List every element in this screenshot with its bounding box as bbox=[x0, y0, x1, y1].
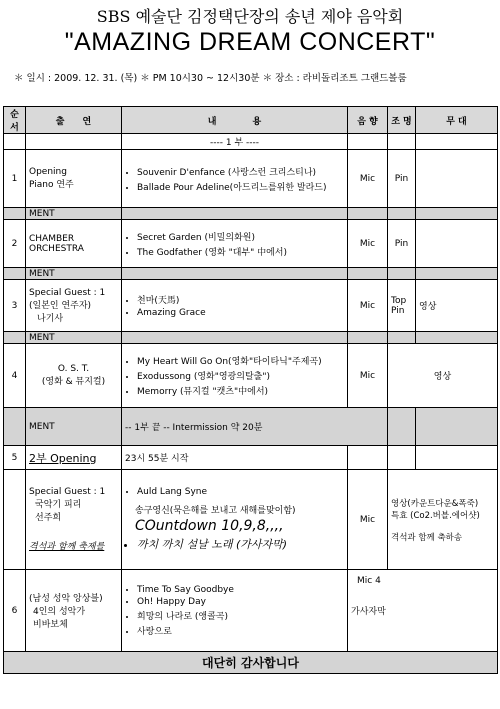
table-row bbox=[4, 280, 498, 332]
ment-row bbox=[4, 208, 498, 220]
table-row bbox=[4, 446, 498, 470]
table-row bbox=[4, 220, 498, 268]
col-order: 순서 bbox=[4, 107, 26, 134]
col-sound: 음 향 bbox=[348, 107, 388, 134]
sound: Mic bbox=[348, 470, 388, 570]
col-stage: 무 대 bbox=[416, 107, 498, 134]
thanks-row bbox=[4, 652, 498, 674]
col-content: 내 용 bbox=[122, 107, 348, 134]
intermission-text: -- 1부 끝 -- Intermission 약 20분 bbox=[122, 408, 388, 446]
table-row bbox=[4, 344, 498, 408]
content: • My Heart Will Go On(영화"타이타닉"주제곡) • Exodussong (영화"영광의탈출") • Memorry (뮤지컬 "캣츠"中에서) bbox=[122, 344, 348, 408]
row-number: 5 bbox=[4, 446, 26, 470]
ment-label: MENT bbox=[26, 332, 122, 344]
performer: O. S. T. (영화 & 뮤지컬) bbox=[26, 344, 122, 408]
content: • Secret Garden (비밀의화원) • The Godfather (영화 "대부" 中에서) bbox=[122, 220, 348, 268]
thanks-text: 대단히 감사합니다 bbox=[4, 652, 498, 674]
sound-stage: Mic 4 가사자막 bbox=[348, 570, 498, 652]
program-table bbox=[3, 106, 498, 674]
event-info: ＊ 일시 : 2009. 12. 31. (목) ＊ PM 10시30 ~ 12시30분 ＊ 장소 : 라비돌리조트 그랜드볼룸 bbox=[14, 73, 407, 84]
performer: CHAMBER ORCHESTRA bbox=[26, 220, 122, 268]
row-number: 6 bbox=[4, 570, 26, 652]
performer: Special Guest : 1 (일본인 연주자) 나기사 bbox=[26, 280, 122, 332]
sound: Mic bbox=[348, 150, 388, 208]
row-number: 3 bbox=[4, 280, 26, 332]
content: 23시 55분 시작 bbox=[122, 446, 348, 470]
concert-title: "AMAZING DREAM CONCERT" bbox=[64, 28, 436, 56]
row-number: 4 bbox=[4, 344, 26, 408]
content: • Souvenir D'enfance (사랑스런 크리스티나) • Ballade Pour Adeline(아드리느를위한 발라드) bbox=[122, 150, 348, 208]
light: Pin bbox=[388, 220, 416, 268]
performer: Opening Piano 연주 bbox=[26, 150, 122, 208]
ment-label: MENT bbox=[26, 268, 122, 280]
light: Pin bbox=[388, 150, 416, 208]
col-light: 조 명 bbox=[388, 107, 416, 134]
light: Top Pin bbox=[388, 280, 416, 332]
row-number: 2 bbox=[4, 220, 26, 268]
part1-row bbox=[4, 134, 498, 150]
table-row bbox=[4, 150, 498, 208]
sound: Mic bbox=[348, 220, 388, 268]
performer: 2부 Opening bbox=[26, 446, 122, 470]
ment-row bbox=[4, 332, 498, 344]
stage: 영상 bbox=[416, 280, 498, 332]
ment-label: MENT bbox=[26, 408, 122, 446]
ment-row bbox=[4, 268, 498, 280]
table-row bbox=[4, 470, 498, 570]
content: • Auld Lang Syne 송구영신(묵은해를 보내고 새해를맞이함) COuntdown 10,9,8,,,, • 까치 까치 설날 노래 (가사자막) bbox=[122, 470, 348, 570]
performer: (남성 성악 앙상블) 4인의 성악가 비바보체 bbox=[26, 570, 122, 652]
ment-label: MENT bbox=[26, 208, 122, 220]
col-performer: 출 연 bbox=[26, 107, 122, 134]
header-row bbox=[4, 107, 498, 134]
stage: 영상 bbox=[388, 344, 498, 408]
stage bbox=[416, 220, 498, 268]
performer: Special Guest : 1 국악기 피리 선주희 격석과 함께 축제를 bbox=[26, 470, 122, 570]
sound: Mic bbox=[348, 280, 388, 332]
content: • Time To Say Goodbye • Oh! Happy Day • 희망의 나라로 (앵콜곡) • 사랑으로 bbox=[122, 570, 348, 652]
sound: Mic bbox=[348, 344, 388, 408]
stage: 영상(카운트다운&폭죽) 특효 (Co2.버블.에어샷) 격석과 함께 축하송 bbox=[388, 470, 498, 570]
part1-label: ---- 1 부 ---- bbox=[122, 134, 348, 150]
stage bbox=[416, 150, 498, 208]
content: • 천마(天馬) • Amazing Grace bbox=[122, 280, 348, 332]
concert-subtitle: SBS 예술단 김정택단장의 송년 제야 음악회 bbox=[96, 7, 404, 26]
row-number: 1 bbox=[4, 150, 26, 208]
intermission-row bbox=[4, 408, 498, 446]
table-row bbox=[4, 570, 498, 652]
